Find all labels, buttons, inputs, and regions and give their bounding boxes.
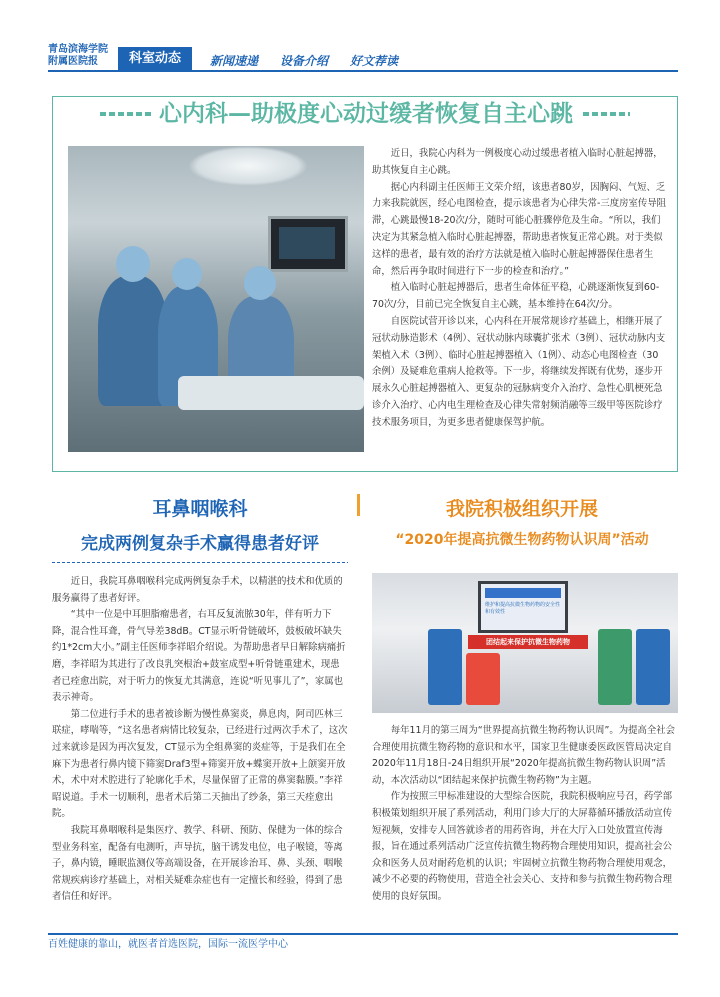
surgeon-head-2 <box>172 258 202 290</box>
poster-board <box>428 629 462 705</box>
lobby-display-screen <box>478 581 568 633</box>
ent-title: 耳鼻咽喉科 <box>152 498 248 520</box>
antibiotic-event-photo <box>372 573 678 713</box>
masthead <box>48 44 118 68</box>
monitor-screen <box>268 216 348 272</box>
antibiotic-paragraph: 作为按照三甲标准建设的大型综合医院，我院积极响应号召，药学部积极策划组织开展了系列活动，利用门诊大厅的大屏幕循环播放活动宣传短视频，安排专人回答就诊者的用药咨询，并在大厅入口处放置宣传海报，旨在通过系列活动广泛宣传抗微生物药物合理使用知识，提高社会公众和医务人员对耐药危机的认识；牢固树立抗微生物药物合理使用观念，减少不必要的药物使用，营造全社会关心、支持和参与抗微生物药物合理使用的良好氛围。 <box>372 791 673 902</box>
ent-body <box>52 574 348 906</box>
surgeon-head <box>116 246 150 282</box>
cardio-title-wrap <box>96 98 636 130</box>
cardio-paragraph: 据心内科副主任医师王文荣介绍，该患者80岁，因胸闷、气短、乏力来我院就医，经心电图检查，提示该患者为心律失常-三度房室传导阻滞，心跳最慢18-20次/分，随时可能心脏骤停危及生命。“所以，我们决定为其紧急植入临时心脏起搏器，帮助患者恢复正常心跳。对于类似这样的患者，最有效的治疗方法就是植入临时心脏起搏器保住患者生命，然后再争取时间进行下一步的检查和治疗。” <box>372 181 667 277</box>
column-divider <box>357 494 360 516</box>
poster-board <box>598 629 632 705</box>
screen-caption <box>485 588 561 598</box>
ent-paragraph: 第二位进行手术的患者被诊断为慢性鼻窦炎，鼻息肉，阿司匹林三联症，哮喘等，“这名患者病情比较复杂，已经进行过两次手术了，这次过来就诊是因为再次复发，CT显示为全组鼻窦的炎症等，于是我们在全麻下为患者行鼻内镜下筛窦Draf3型+筛窦开放+蝶窦开放+上颌窦开放术，术中对术腔进行了轮廓化手术，尽量保留了正常的鼻窦黏膜。”李祥昭说道。手术一切顺利，患者术后第二天抽出了纱条，第三天痊愈出院。 <box>52 708 348 820</box>
section-tab: 科室动态 <box>118 47 192 71</box>
nav-item-news: 新闻速递 <box>210 54 259 68</box>
cardio-body <box>372 146 666 432</box>
header-rule <box>48 70 678 72</box>
nav-item-equipment: 设备介绍 <box>280 54 329 68</box>
operating-table <box>178 376 364 410</box>
cardio-surgery-photo <box>68 146 364 452</box>
ent-title-rule <box>52 562 348 563</box>
cardio-paragraph: 近日，我院心内科为一例极度心动过缓患者植入临时心脏起搏器，助其恢复自主心跳。 <box>372 148 663 176</box>
poster-board <box>636 629 670 705</box>
footer-rule <box>48 933 678 935</box>
antibiotic-body <box>372 723 678 906</box>
page-header <box>0 0 720 74</box>
footer-slogan: 百姓健康的靠山，就医者首选医院，国际一流医学中心 <box>48 939 288 950</box>
nav-item-reading: 好文荐读 <box>350 54 399 68</box>
poster-board <box>466 653 500 705</box>
ent-paragraph: 我院耳鼻咽喉科是集医疗、教学、科研、预防、保健为一体的综合型业务科室，配备有电测听，声导抗，脑干诱发电位，电子喉镜，等离子，鼻内镜，睡眠监测仪等高端设备，在开展诊治耳、鼻、头颈、咽喉常规疾病诊疗基础上，对相关疑难杂症也有一定擅长和经验，得到了患者信任和好评。 <box>52 824 343 903</box>
event-banner: 团结起来保护抗微生物药物 <box>468 635 588 649</box>
masthead-line-2: 附属医院报 <box>48 56 98 67</box>
antibiotic-paragraph: 每年11月的第三周为“世界提高抗微生物药物认识周”。为提高全社会合理使用抗微生物药物的意识和水平，国家卫生健康委医政医管局决定自2020年11月18日-24日组织开展“2020年提高抗微生物药物认识周”活动，本次活动以“团结起来保护抗微生物药物”为主题。 <box>372 725 675 786</box>
masthead-line-1: 青岛滨海学院 <box>48 44 108 55</box>
ent-subtitle: 完成两例复杂手术赢得患者好评 <box>81 534 319 554</box>
screen-text: 维护和提高抗微生物药物的安全性和有效性 <box>485 602 561 615</box>
surgical-light <box>188 146 308 186</box>
ent-paragraph: 近日，我院耳鼻咽喉科完成两例复杂手术，以精湛的技术和优质的服务赢得了患者好评。 <box>52 576 343 604</box>
surgeon-head-3 <box>244 266 276 300</box>
header-nav <box>210 52 398 69</box>
ent-paragraph: “其中一位是中耳胆脂瘤患者，右耳反复流脓30年，伴有听力下降，混合性耳聋，骨气导差38dB。CT显示听骨链破坏，鼓板破坏缺失约1*2cm大小。”副主任医师李祥昭介绍说。为帮助患者早日解除病痛折磨，李祥昭为其进行了改良乳突根治+鼓室成型+听骨链重建术，现患者已痊愈出院，对于听力的恢复尤其满意，连说“听见事儿了”，家属也表示神奇。 <box>52 609 346 704</box>
cardio-paragraph: 自医院试营开诊以来，心内科在开展常规诊疗基础上，相继开展了冠状动脉造影术（4例）、冠状动脉内球囊扩张术（3例）、冠状动脉内支架植入术（3例）、临时心脏起搏器植入（1例）、动态心电图检查（30余例）及疑难危重病人抢救等。下一步，将继续发挥既有优势，逐步开展永久心脏起搏器植入、更复杂的冠脉病变介入治疗、急性心肌梗死急诊介入治疗、心内电生理检查及心律失常射频消融等三级甲等医院诊疗技术服务项目，为更多患者健康保驾护航。 <box>372 315 666 428</box>
cardio-paragraph: 植入临时心脏起搏器后，患者生命体征平稳，心跳逐渐恢复到60-70次/分，目前已完全恢复自主心跳，基本维持在64次/分。 <box>372 282 660 311</box>
antibiotic-subtitle: “2020年提高抗微生物药物认识周”活动 <box>395 532 649 548</box>
antibiotic-title: 我院积极组织开展 <box>445 498 598 520</box>
cardio-title: 心内科—助极度心动过缓者恢复自主心跳 <box>151 98 581 130</box>
